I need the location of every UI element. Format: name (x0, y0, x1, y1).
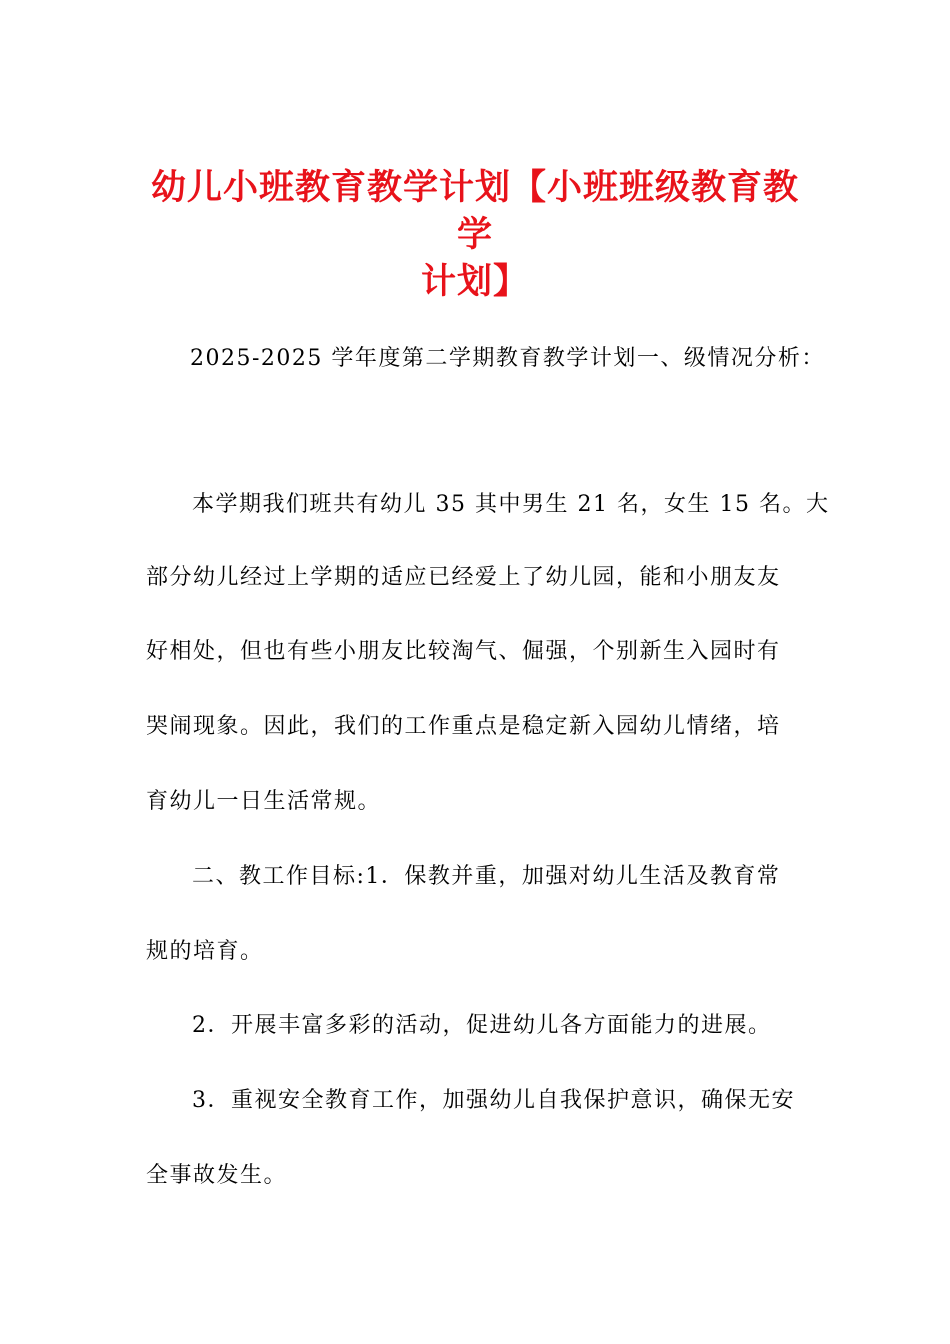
body-line-10: 3．重视安全教育工作，加强幼儿自我保护意识，确保无安 (192, 1088, 795, 1113)
body-line-6: 育幼儿一日生活常规。 (146, 789, 382, 814)
body-line-2: 本学期我们班共有幼儿 35 其中男生 21 名，女生 15 名。大 (192, 492, 830, 517)
body-line-8: 规的培育。 (146, 939, 264, 964)
body-line-9: 2．开展丰富多彩的活动，促进幼儿各方面能力的进展。 (192, 1013, 772, 1038)
body-line-11: 全事故发生。 (146, 1163, 288, 1188)
title-line-1: 幼儿小班教育教学计划【小班班级教育教学 (150, 168, 799, 256)
body-line-5: 哭闹现象。因此，我们的工作重点是稳定新入园幼儿情绪，培 (146, 714, 781, 739)
document-body (146, 0, 830, 1344)
body-line-7: 二、教工作目标:1．保教并重，加强对幼儿生活及教育常 (192, 864, 781, 889)
body-line-4: 好相处，但也有些小朋友比较淘气、倔强，个别新生入园时有 (146, 639, 781, 664)
title-line-2: 计划】 (420, 262, 529, 303)
body-line-1: 2025-2025 学年度第二学期教育教学计划一、级情况分析： (190, 346, 825, 371)
body-line-3: 部分幼儿经过上学期的适应已经爱上了幼儿园，能和小朋友友 (146, 565, 781, 590)
